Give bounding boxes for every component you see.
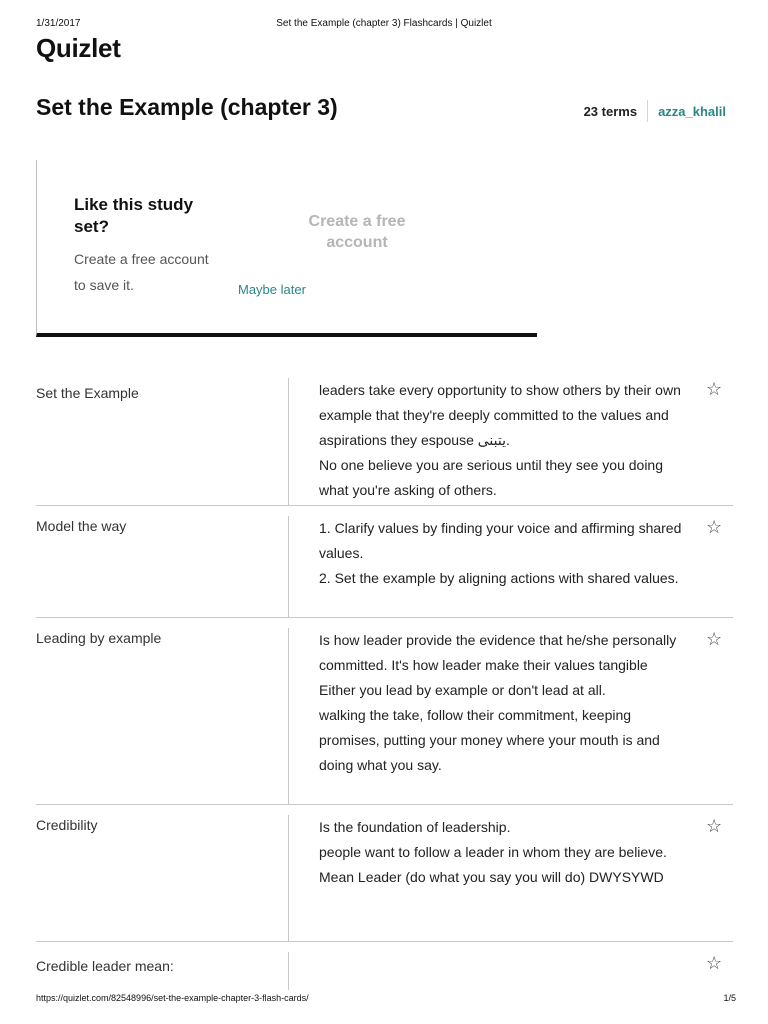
flashcard-row bbox=[36, 942, 733, 992]
card-divider bbox=[288, 628, 289, 804]
card-definition: Is how leader provide the evidence that he/she personally committed. It's how leader make their values tangible Either you lead by example or don't lead at all. walking the take, follow their commitment, keeping promises, putting your money where your mouth is and doing what you say. bbox=[319, 632, 677, 773]
card-divider bbox=[288, 516, 289, 617]
card-divider bbox=[288, 952, 289, 990]
promo-heading: Like this study set? bbox=[74, 195, 194, 236]
star-icon[interactable]: ☆ bbox=[706, 816, 723, 836]
flashcard-row bbox=[36, 378, 733, 506]
card-term: Credible leader mean: bbox=[36, 958, 174, 974]
star-icon[interactable]: ☆ bbox=[706, 953, 723, 973]
terms-count: 23 terms bbox=[583, 103, 638, 119]
page-number: 1/5 bbox=[723, 993, 736, 1003]
flashcard-row bbox=[36, 805, 733, 942]
flashcard-row bbox=[36, 506, 733, 618]
card-term: Set the Example bbox=[36, 385, 139, 401]
print-url: https://quizlet.com/82548996/set-the-example-chapter-3-flash-cards/ bbox=[36, 993, 309, 1003]
create-account-button[interactable]: Create a free account bbox=[308, 213, 406, 251]
star-icon[interactable]: ☆ bbox=[706, 379, 723, 399]
meta-divider bbox=[647, 100, 648, 122]
star-icon[interactable]: ☆ bbox=[706, 629, 723, 649]
card-divider bbox=[288, 815, 289, 941]
quizlet-logo[interactable]: Quizlet bbox=[36, 33, 121, 63]
print-date: 1/31/2017 bbox=[36, 18, 81, 29]
signup-promo bbox=[36, 160, 537, 337]
set-meta bbox=[584, 100, 726, 122]
flashcard-row bbox=[36, 618, 733, 805]
card-divider bbox=[288, 378, 289, 505]
print-document-title: Set the Example (chapter 3) Flashcards | Quizlet bbox=[276, 18, 492, 29]
print-header bbox=[0, 18, 768, 32]
author-link[interactable]: azza_khalil bbox=[658, 103, 726, 119]
card-term: Model the way bbox=[36, 518, 127, 534]
promo-subtext: Create a free account to save it. bbox=[74, 251, 209, 293]
card-definition: 1. Clarify values by finding your voice and affirming shared values. 2. Set the example by aligning actions with shared values. bbox=[319, 520, 682, 586]
star-icon[interactable]: ☆ bbox=[706, 517, 723, 537]
maybe-later-link[interactable]: Maybe later bbox=[238, 282, 306, 297]
card-term: Credibility bbox=[36, 817, 98, 833]
card-term: Leading by example bbox=[36, 630, 162, 646]
card-definition: leaders take every opportunity to show others by their own example that they're deeply committed to the values and aspirations they espouse يتبنى. No one believe you are serious until they see you doing what you're asking of others. bbox=[319, 382, 681, 498]
card-definition: Is the foundation of leadership. people want to follow a leader in whom they are believe. Mean Leader (do what you say you will do) DWYSYWD bbox=[319, 819, 667, 885]
flashcard-list bbox=[36, 378, 733, 992]
page-title: Set the Example (chapter 3) bbox=[36, 94, 338, 120]
